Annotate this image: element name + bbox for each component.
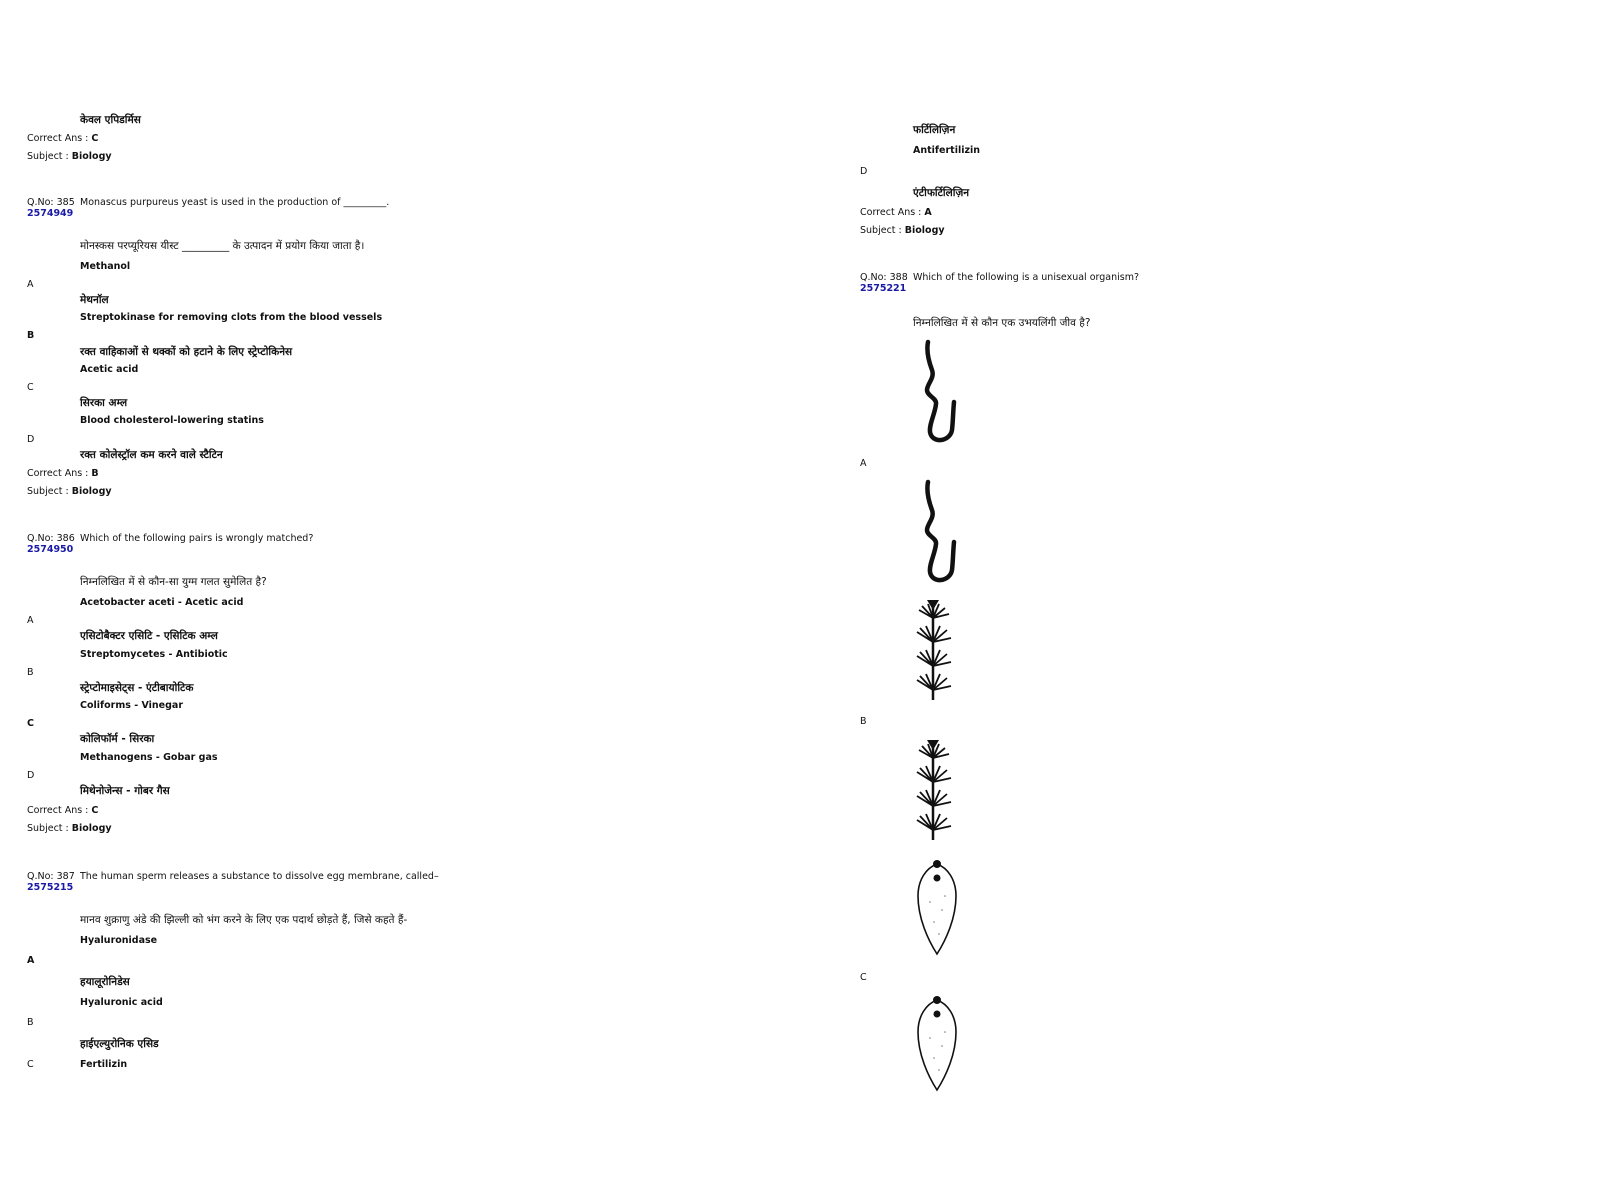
- option-a-label: A: [860, 458, 867, 469]
- option-c-label: C: [27, 1059, 34, 1070]
- option-a-en: Methanol: [80, 261, 131, 272]
- option-b-hi: हाईएल्युरोनिक एसिड: [80, 1038, 159, 1050]
- oval-organism-figure: [912, 994, 962, 1094]
- question-text-hi: मानव शुक्राणु अंडे की झिल्ली को भंग करने के लिए एक पदार्थ छोड़ते हैं, जिसे कहते हैं-: [80, 914, 408, 926]
- question-id: 2575221: [860, 283, 907, 294]
- correct-answer: Correct Ans : C: [27, 805, 99, 816]
- option-b-en: Streptomycetes - Antibiotic: [80, 649, 228, 660]
- option-b-en: Hyaluronic acid: [80, 997, 163, 1008]
- option-a-hi: हयालूरोनिडेस: [80, 976, 130, 988]
- option-a-label: A: [27, 955, 35, 966]
- correct-answer: Correct Ans : A: [860, 207, 932, 218]
- option-b-en: Streptokinase for removing clots from the blood vessels: [80, 312, 383, 323]
- option-a-hi: एसिटोबैक्टर एसिटि - एसिटिक अम्ल: [80, 630, 218, 642]
- question-id: 2575215: [27, 882, 74, 893]
- question-text-en: Monascus purpureus yeast is used in the production of _________.: [80, 197, 390, 208]
- option-d-label: D: [860, 166, 868, 177]
- option-b-label: B: [27, 1017, 34, 1028]
- option-c-hi: कोलिफॉर्म - सिरका: [80, 733, 155, 745]
- question-text-en: The human sperm releases a substance to dissolve egg membrane, called–: [80, 871, 439, 882]
- question-text-hi: निम्नलिखित में से कौन-सा युग्म गलत सुमेलित है?: [80, 576, 267, 588]
- option-d-hi: रक्त कोलेस्ट्रॉल कम करने वाले स्टैटिन: [80, 449, 223, 461]
- worm-hook-figure: [915, 338, 965, 444]
- option-b-label: B: [27, 330, 35, 341]
- question-number: Q.No: 388: [860, 272, 908, 283]
- subject: Subject : Biology: [27, 823, 112, 834]
- subject: Subject : Biology: [27, 151, 112, 162]
- option-d-hi: मिथेनोजेन्स - गोबर गैस: [80, 785, 170, 797]
- option-a-en: Hyaluronidase: [80, 935, 158, 946]
- option-a-en: Acetobacter aceti - Acetic acid: [80, 597, 244, 608]
- question-text-hi: मोनस्कस परप्यूरियस यीस्ट _________ के उत्पादन में प्रयोग किया जाता है।: [80, 240, 365, 252]
- hydra-branch-figure: [913, 738, 957, 842]
- option-c-label: C: [27, 718, 34, 729]
- question-text-en: Which of the following pairs is wrongly matched?: [80, 533, 314, 544]
- question-number: Q.No: 386: [27, 533, 75, 544]
- option-b-hi: रक्त वाहिकाओं से थक्कों को हटाने के लिए स्ट्रेप्टोकिनेस: [80, 346, 293, 358]
- option-d-label: D: [27, 434, 35, 445]
- question-id: 2574950: [27, 544, 74, 555]
- option-c-en: Coliforms - Vinegar: [80, 700, 184, 711]
- option-d-en: Methanogens - Gobar gas: [80, 752, 218, 763]
- option-d-hindi: केवल एपिडर्मिस: [80, 114, 141, 126]
- option-b-hi: स्ट्रेप्टोमाइसेट्स - एंटीबायोटिक: [80, 682, 194, 694]
- option-c-label: C: [27, 382, 34, 393]
- option-d-hi: एंटीफर्टिलिज़िन: [913, 187, 970, 199]
- hydra-branch-figure: [913, 598, 957, 702]
- option-c-en: Acetic acid: [80, 364, 139, 375]
- option-a-hi: मेथनॉल: [80, 294, 109, 306]
- option-b-label: B: [860, 716, 867, 727]
- option-c-label: C: [860, 972, 867, 983]
- worm-hook-figure: [915, 478, 965, 584]
- correct-answer: Correct Ans : C: [27, 133, 99, 144]
- subject: Subject : Biology: [27, 486, 112, 497]
- option-c-en: Fertilizin: [80, 1059, 128, 1070]
- question-number: Q.No: 385: [27, 197, 75, 208]
- option-b-label: B: [27, 667, 34, 678]
- option-d-en: Antifertilizin: [913, 145, 981, 156]
- option-d-en: Blood cholesterol-lowering statins: [80, 415, 264, 426]
- option-d-label: D: [27, 770, 35, 781]
- option-a-label: A: [27, 615, 34, 626]
- question-number: Q.No: 387: [27, 871, 75, 882]
- option-a-label: A: [27, 279, 34, 290]
- oval-organism-figure: [912, 858, 962, 958]
- option-c-hi: फर्टिलिज़िन: [913, 124, 956, 136]
- question-text-en: Which of the following is a unisexual organism?: [913, 272, 1140, 283]
- correct-answer: Correct Ans : B: [27, 468, 99, 479]
- option-c-hi: सिरका अम्ल: [80, 397, 128, 409]
- question-text-hi: निम्नलिखित में से कौन एक उभयलिंगी जीव है?: [913, 317, 1091, 329]
- subject: Subject : Biology: [860, 225, 945, 236]
- question-id: 2574949: [27, 208, 74, 219]
